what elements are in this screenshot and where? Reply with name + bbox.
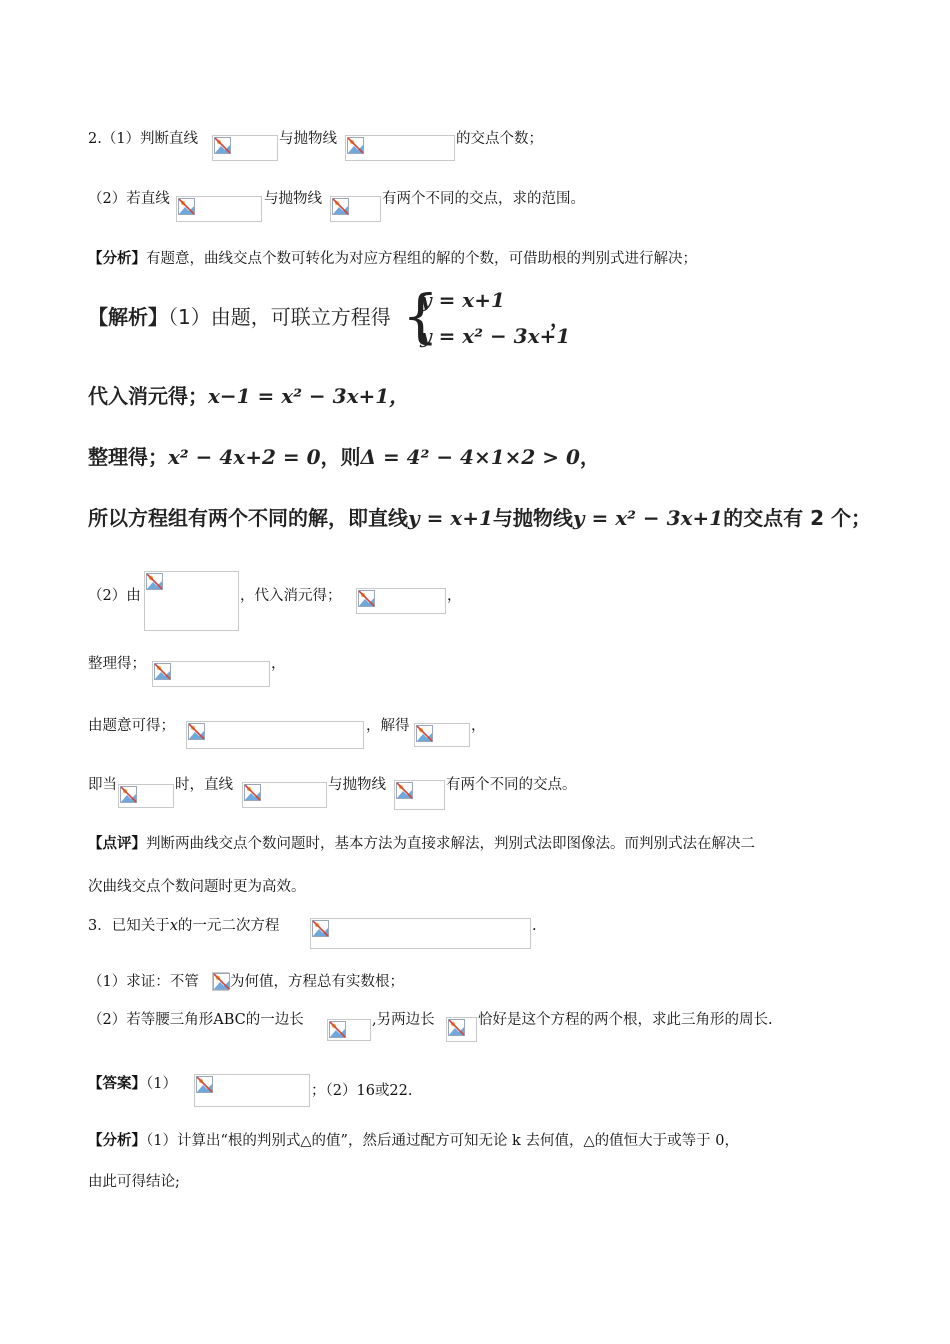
analysis-tag: 【分析】 [88, 250, 146, 267]
image-placeholder-icon [356, 588, 446, 614]
substitute-eq: x−1 = x² − 3x+1， [208, 384, 410, 408]
image-placeholder-icon [330, 196, 381, 222]
comment-text-1: 判断两曲线交点个数问题时，基本方法为直接求解法，判别式法即图像法。而判别式法在解决二 [146, 836, 755, 852]
comment-text-2: 次曲线交点个数问题时更为高效。 [88, 879, 306, 895]
p3-q2-c: 恰好是这个方程的两个根，求此三角形的周长. [478, 1012, 773, 1028]
answer-tag: 【答案】 [88, 1075, 146, 1092]
concl-b: 与抛物线 [492, 506, 573, 530]
system-eq-1: y = x+1 [420, 288, 505, 312]
solution-intro [88, 302, 391, 332]
p3-q2-a: （2）若等腰三角形ABC的一边长 [88, 1012, 304, 1028]
p3-stem [88, 914, 279, 938]
comment-tag: 【点评】 [88, 835, 146, 852]
p3-analysis-text-2: 由此可得结论; [88, 1174, 180, 1190]
broken-image-icon [329, 1021, 346, 1038]
p2-when-b: 时，直线 [175, 777, 233, 793]
p2-q1-line [88, 127, 198, 151]
p2-part2-a: （2）由 [88, 588, 141, 604]
broken-image-icon [448, 1019, 465, 1036]
concl-line-eq: y = x+1 [408, 506, 493, 530]
p2-when-d: 有两个不同的交点。 [446, 777, 577, 793]
image-placeholder-icon [242, 782, 327, 808]
broken-image-icon [146, 573, 163, 590]
p2-q1-text-b: 与抛物线 [279, 131, 337, 147]
p3-q2-b: ,另两边长 [372, 1012, 435, 1028]
solution-intro-text: （1）由题，可联立方程得 [168, 305, 391, 329]
p3-answer [88, 1072, 177, 1096]
concl-para-eq: y = x² − 3x+1 [572, 506, 724, 530]
broken-image-icon [213, 973, 230, 990]
p3-q1-a: （1）求证：不管 [88, 974, 199, 990]
p3-stem-x: x [169, 918, 178, 934]
broken-image-icon [214, 137, 231, 154]
broken-image-icon [347, 137, 364, 154]
broken-image-icon [120, 786, 137, 803]
arrange-end: ， [579, 445, 600, 469]
p2-q2-text-b: 与抛物线 [264, 191, 322, 207]
p3-analysis-text-1: （1）计算出“根的判别式△的值”，然后通过配方可知无论 k 去何值，△的值恒大于或等于 0， [146, 1133, 739, 1149]
arrange-delta: Δ = 4² − 4×1×2 > 0 [360, 445, 580, 469]
concl-a: 所以方程组有两个不同的解，即直线 [88, 506, 408, 530]
answer-a: （1） [146, 1076, 177, 1092]
p3-stem-end: . [532, 918, 537, 934]
p2-when-c: 与抛物线 [328, 777, 386, 793]
system-eq-2: y = x² − 3x+1 [420, 324, 571, 348]
broken-image-icon [178, 198, 195, 215]
concl-d: 个； [830, 506, 871, 530]
system-brace: { [402, 282, 439, 350]
image-placeholder-icon [176, 196, 262, 222]
broken-image-icon [154, 663, 171, 680]
p2-cond-label: 由题意可得； [88, 718, 175, 734]
arrange-then: ，则 [320, 445, 361, 469]
image-placeholder-icon [144, 571, 239, 631]
analysis-text: 有题意，曲线交点个数可转化为对应方程组的解的个数，可借助根的判别式进行解决； [146, 251, 697, 267]
broken-image-icon [416, 725, 433, 742]
p2-part2-c: ， [447, 588, 462, 604]
p3-q1-b: 为何值，方程总有实数根； [230, 974, 404, 990]
arrange-label: 整理得； [88, 445, 168, 469]
image-placeholder-icon [327, 1019, 371, 1041]
concl-num: 2 [810, 506, 824, 530]
image-placeholder-icon [186, 721, 364, 749]
p3-analysis-1 [88, 1129, 739, 1153]
p3-analysis-tag: 【分析】 [88, 1132, 146, 1149]
p2-when-a: 即当 [88, 777, 117, 793]
p2-q1-text-c: 的交点个数； [456, 131, 543, 147]
p2-solve-end: ， [471, 718, 486, 734]
image-placeholder-icon [152, 661, 270, 687]
p2-arrange-end: ， [271, 656, 286, 672]
comment-line-1 [88, 832, 755, 856]
p2-q2-text-c: 有两个不同的交点，求的范围。 [382, 191, 585, 207]
arrange-eq: x² − 4x+2 = 0 [168, 445, 321, 469]
broken-image-icon [358, 590, 375, 607]
broken-image-icon [244, 784, 261, 801]
image-placeholder-icon [212, 135, 278, 161]
image-placeholder-icon [310, 918, 531, 949]
p2-q2-text-a: （2）若直线 [88, 191, 170, 207]
image-placeholder-icon [446, 1017, 477, 1042]
p2-solve-label: ，解得 [366, 718, 410, 734]
p3-stem-b: 的一元二次方程 [177, 918, 280, 934]
image-placeholder-icon [118, 784, 174, 808]
broken-image-icon [188, 723, 205, 740]
concl-c: 的交点有 [723, 506, 804, 530]
system-end: ， [550, 307, 570, 331]
broken-image-icon [396, 782, 413, 799]
substitute-line [88, 381, 409, 411]
p2-analysis [88, 247, 697, 271]
image-placeholder-icon [194, 1074, 310, 1107]
image-placeholder-icon [212, 972, 229, 991]
p2-part2-b: ，代入消元得； [240, 588, 342, 604]
broken-image-icon [332, 198, 349, 215]
substitute-label: 代入消元得； [88, 384, 208, 408]
p2-arrange-label: 整理得； [88, 656, 146, 672]
image-placeholder-icon [394, 780, 445, 810]
conclusion-line [88, 503, 871, 533]
p3-stem-a: 3．已知关于 [88, 918, 170, 934]
broken-image-icon [196, 1076, 213, 1093]
broken-image-icon [312, 920, 329, 937]
p2-q1-text-a: 2.（1）判断直线 [88, 131, 199, 147]
arrange-line [88, 442, 600, 472]
image-placeholder-icon [345, 135, 455, 161]
solution-tag: 【解析】 [88, 305, 168, 329]
image-placeholder-icon [414, 723, 470, 747]
answer-b: ；（2）16或22. [311, 1083, 413, 1099]
